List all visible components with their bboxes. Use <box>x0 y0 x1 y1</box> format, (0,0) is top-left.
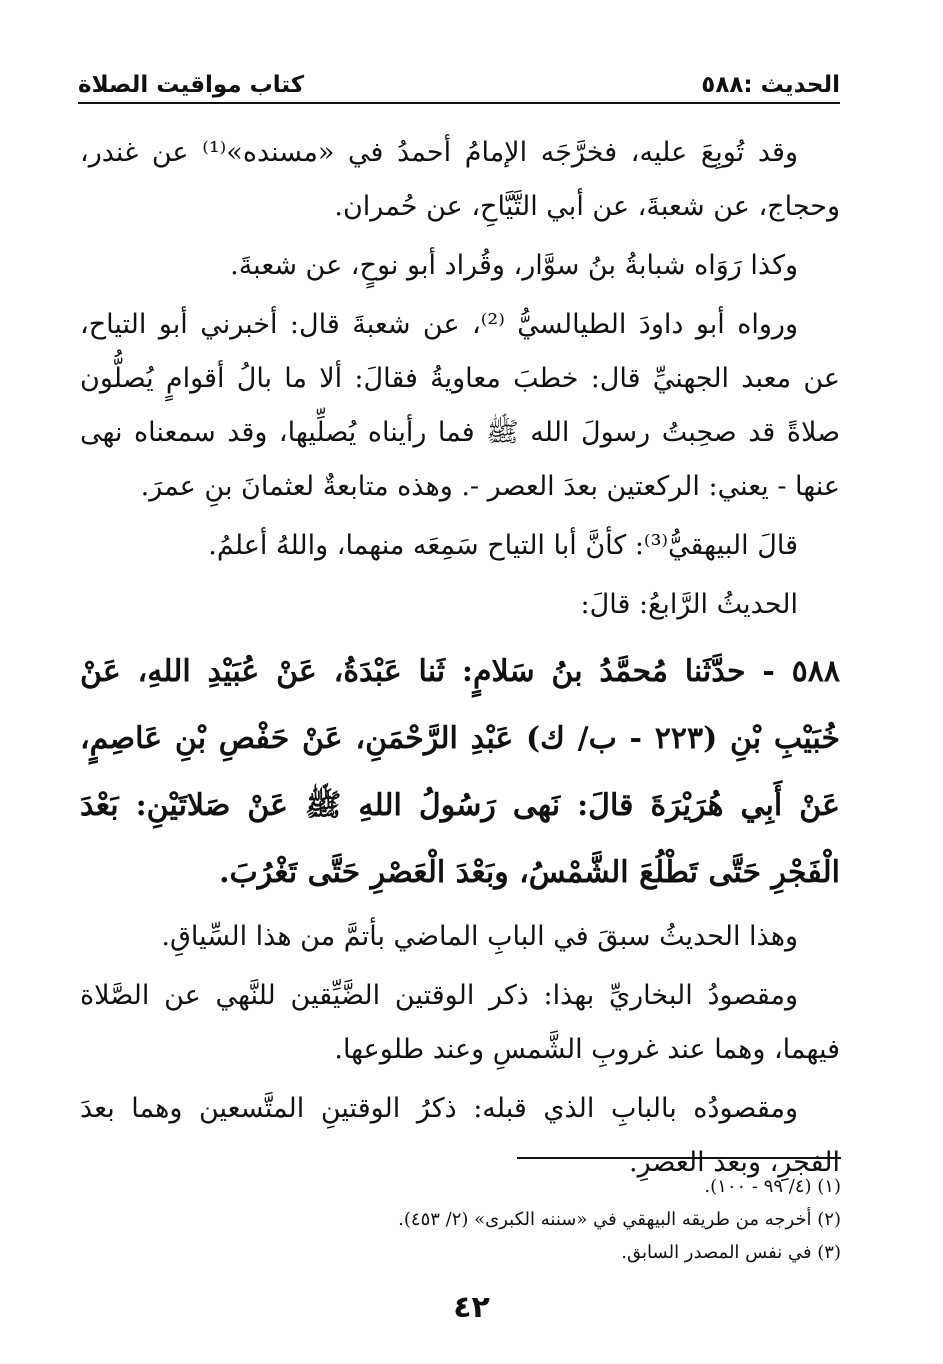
paragraph: ومقصودُ البخاريِّ بهذا: ذكر الوقتين الضَّيِّقين للنَّهي عن الصَّلاة فيهما، وهما عند غروبِ الشَّمسِ وعند طلوعها. <box>80 980 840 1065</box>
paragraph: ومقصودُه بالبابِ الذي قبله: ذكرُ الوقتينِ المتَّسعين وهما بعدَ الفجرِ، وبعد العصرِ. <box>80 1093 840 1178</box>
paragraph: وكذا رَوَاه شبابةُ بنُ سوَّار، وقُراد أبو نوحٍ، عن شعبةَ. <box>230 250 798 281</box>
hadith-reference: الحديث :٥٨٨ <box>701 72 840 98</box>
paragraph: قالَ البيهقيُّ⁽³⁾: كأنَّ أبا التياح سَمِعَه منهما، واللهُ أعلمُ. <box>208 530 798 561</box>
main-text <box>80 126 840 1190</box>
footnote: (١) (٤/ ٩٩ - ١٠٠). <box>704 1176 841 1197</box>
footnote-divider <box>517 1157 841 1159</box>
footnote: (٣) في نفس المصدر السابق. <box>621 1242 841 1263</box>
footnotes <box>101 1170 841 1269</box>
book-title: كتاب مواقيت الصلاة <box>78 72 305 98</box>
hadith-text: ٥٨٨ - حدَّثَنا مُحمَّدُ بنُ سَلامٍ: ثَنا عَبْدَةُ، عَنْ عُبَيْدِ اللهِ، عَنْ خُبَيْبِ بْنِ (٢٢٣ - ب/ ك) عَبْدِ الرَّحْمَنِ، عَنْ حَفْصِ بْنِ عَاصِمٍ، عَنْ أَبِي هُرَيْرَةَ قالَ: نَهى رَسُولُ اللهِ ﷺ عَنْ صَلاتَيْنِ: بَعْدَ الْفَجْرِ حَتَّى تَطْلُعَ الشَّمْسُ، وبَعْدَ الْعَصْرِ حَتَّى تَغْرُبَ. <box>80 654 840 890</box>
paragraph: وهذا الحديثُ سبقَ في البابِ الماضي بأتمَّ من هذا السِّياقِ. <box>161 921 798 952</box>
paragraph: وقد تُوبِعَ عليه، فخرَّجَه الإمامُ أحمدُ في «مسنده»⁽¹⁾ عن غندر، وحجاج، عن شعبةَ، عن أبي التَّيَّاحِ، عن حُمران. <box>80 137 840 222</box>
paragraph: ورواه أبو داودَ الطيالسيُّ ⁽²⁾، عن شعبةَ قال: أخبرني أبو التياح، عن معبد الجهنيِّ قال: خطبَ معاويةُ فقالَ: ألا ما بالُ أقوامٍ يُصلُّون صلاةً قد صحِبتُ رسولَ الله ﷺ فما رأيناه يُصلِّيها، وقد سمعناه نهى عنها - يعني: الركعتين بعدَ العصر -. وهذه متابعةٌ لعثمانَ بنِ عمرَ. <box>80 309 840 502</box>
footnote: (٢) أخرجه من طريقه البيهقي في «سننه الكبرى» (٢/ ٤٥٣). <box>398 1209 841 1230</box>
section-heading: الحديثُ الرَّابعُ: قالَ: <box>580 589 798 620</box>
running-header <box>78 68 840 104</box>
page-number: ٤٢ <box>453 1290 490 1325</box>
